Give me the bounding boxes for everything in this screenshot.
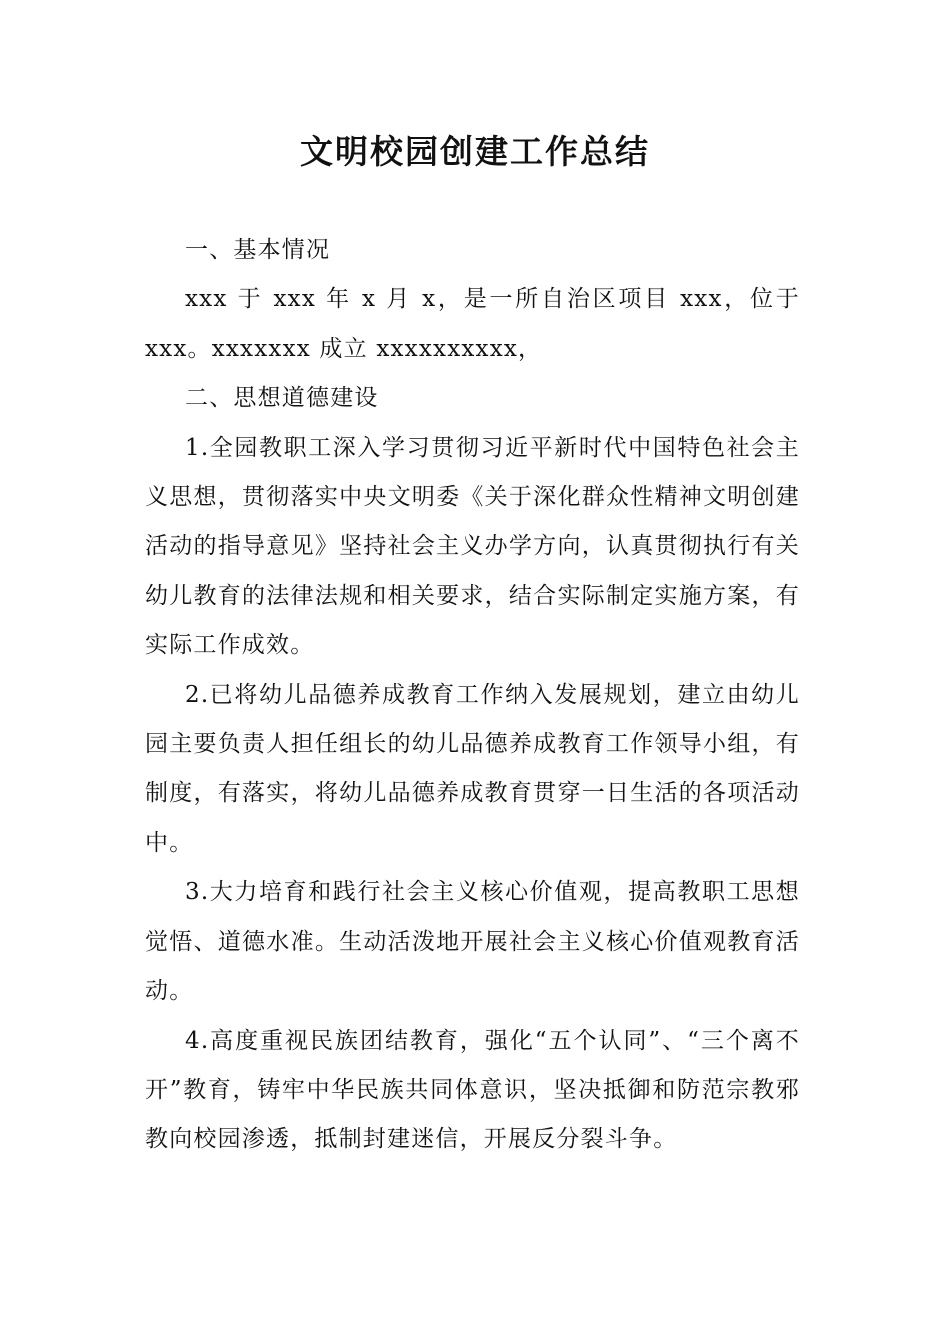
paragraph-basic-info: xxx 于 xxx 年 x 月 x，是一所自治区项目 xxx，位于 xxx。xxxxxxx 成立 xxxxxxxxxx， <box>145 286 800 362</box>
paragraph-item-3: 3.大力培育和践行社会主义核心价值观，提高教职工思想觉悟、道德水准。生动活泼地开展社会主义核心价值观教育活动。 <box>145 879 800 1005</box>
document-title: 文明校园创建工作总结 <box>300 132 650 171</box>
paragraph-item-2: 2.已将幼儿品德养成教育工作纳入发展规划，建立由幼儿园主要负责人担任组长的幼儿品德养成教育工作领导小组，有制度，有落实，将幼儿品德养成教育贯穿一日生活的各项活动中。 <box>145 681 800 856</box>
paragraph-item-4: 4.高度重视民族团结教育，强化“五个认同”、“三个离不开”教育，铸牢中华民族共同体意识，坚决抵御和防范宗教邪教向校园渗透，抵制封建迷信，开展反分裂斗争。 <box>145 1027 800 1153</box>
paragraph-item-1: 1.全园教职工深入学习贯彻习近平新时代中国特色社会主义思想，贯彻落实中央文明委《关于深化群众性精神文明创建活动的指导意见》坚持社会主义办学方向，认真贯彻执行有关幼儿教育的法律法规和相关要求，结合实际制定实施方案，有实际工作成效。 <box>145 434 800 659</box>
document-body <box>145 226 800 1165</box>
section-heading-basic-info: 一、基本情况 <box>185 237 331 263</box>
section-heading-moral-construction: 二、思想道德建设 <box>185 385 379 412</box>
